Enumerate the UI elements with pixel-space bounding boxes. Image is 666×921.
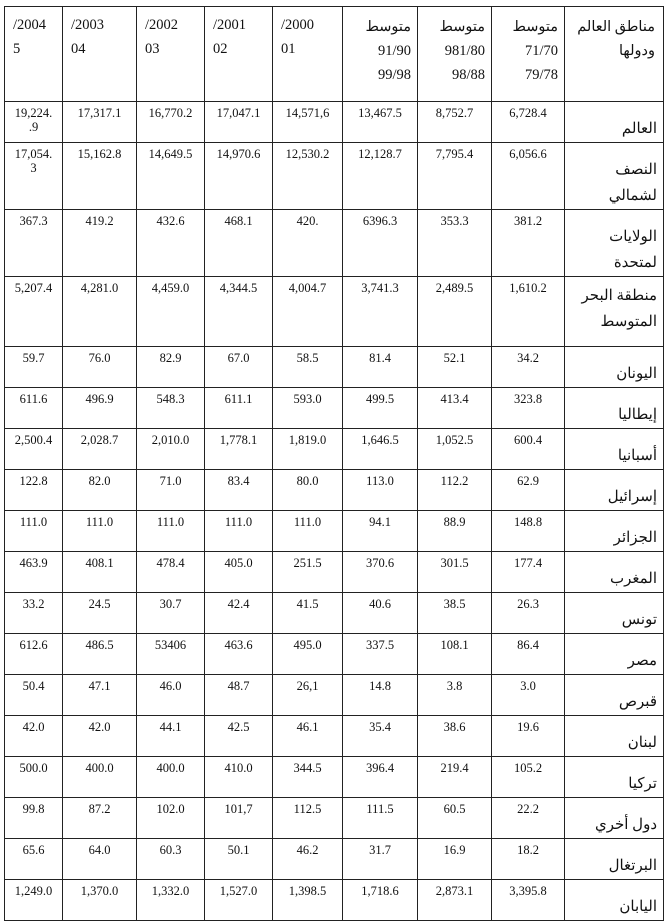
value-cell: 34.2 bbox=[492, 347, 565, 388]
value-cell: 17,317.1 bbox=[63, 102, 137, 143]
value-cell: 111.0 bbox=[137, 511, 205, 552]
header-row bbox=[5, 7, 664, 102]
region-cell: منطقة البحر المتوسط bbox=[565, 277, 664, 347]
value-cell: 31.7 bbox=[343, 839, 418, 880]
value-cell: 413.4 bbox=[418, 388, 492, 429]
value-cell: 53406 bbox=[137, 634, 205, 675]
value-cell: 14.8 bbox=[343, 675, 418, 716]
value-cell: 496.9 bbox=[63, 388, 137, 429]
region-cell: مصر bbox=[565, 634, 664, 675]
region-cell: تركيا bbox=[565, 757, 664, 798]
value-cell: 463.9 bbox=[5, 552, 63, 593]
value-cell: 468.1 bbox=[205, 210, 273, 277]
value-cell: 24.5 bbox=[63, 593, 137, 634]
value-cell: 478.4 bbox=[137, 552, 205, 593]
value-cell: 50.1 bbox=[205, 839, 273, 880]
value-cell: 52.1 bbox=[418, 347, 492, 388]
value-cell: 82.0 bbox=[63, 470, 137, 511]
value-cell: 8,752.7 bbox=[418, 102, 492, 143]
value-cell: 46.2 bbox=[273, 839, 343, 880]
value-cell: 1,819.0 bbox=[273, 429, 343, 470]
value-cell: 62.9 bbox=[492, 470, 565, 511]
region-cell: النصف لشمالي bbox=[565, 143, 664, 210]
value-cell: 102.0 bbox=[137, 798, 205, 839]
value-cell: 337.5 bbox=[343, 634, 418, 675]
region-cell: تونس bbox=[565, 593, 664, 634]
region-cell: العالم bbox=[565, 102, 664, 143]
value-cell: 50.4 bbox=[5, 675, 63, 716]
table-row bbox=[5, 429, 664, 470]
header-cell: مناطق العالم ودولها bbox=[565, 7, 664, 102]
value-cell: 26,1 bbox=[273, 675, 343, 716]
value-cell: 111.0 bbox=[63, 511, 137, 552]
value-cell: 59.7 bbox=[5, 347, 63, 388]
value-cell: 14,970.6 bbox=[205, 143, 273, 210]
value-cell: 112.5 bbox=[273, 798, 343, 839]
value-cell: 4,459.0 bbox=[137, 277, 205, 347]
value-cell: 400.0 bbox=[137, 757, 205, 798]
value-cell: 87.2 bbox=[63, 798, 137, 839]
region-cell: المغرب bbox=[565, 552, 664, 593]
region-cell: أسبانيا bbox=[565, 429, 664, 470]
value-cell: 47.1 bbox=[63, 675, 137, 716]
value-cell: 17,054. 3 bbox=[5, 143, 63, 210]
value-cell: 42.0 bbox=[5, 716, 63, 757]
value-cell: 64.0 bbox=[63, 839, 137, 880]
region-cell: اليونان bbox=[565, 347, 664, 388]
value-cell: 4,344.5 bbox=[205, 277, 273, 347]
value-cell: 42.4 bbox=[205, 593, 273, 634]
table-row bbox=[5, 277, 664, 347]
value-cell: 3,741.3 bbox=[343, 277, 418, 347]
table-row bbox=[5, 102, 664, 143]
region-cell: اليابان bbox=[565, 880, 664, 921]
value-cell: 3.0 bbox=[492, 675, 565, 716]
value-cell: 593.0 bbox=[273, 388, 343, 429]
value-cell: 367.3 bbox=[5, 210, 63, 277]
value-cell: 44.1 bbox=[137, 716, 205, 757]
value-cell: 71.0 bbox=[137, 470, 205, 511]
value-cell: 105.2 bbox=[492, 757, 565, 798]
table-row bbox=[5, 880, 664, 921]
value-cell: 14,649.5 bbox=[137, 143, 205, 210]
value-cell: 113.0 bbox=[343, 470, 418, 511]
value-cell: 108.1 bbox=[418, 634, 492, 675]
table-row bbox=[5, 388, 664, 429]
value-cell: 1,718.6 bbox=[343, 880, 418, 921]
value-cell: 612.6 bbox=[5, 634, 63, 675]
value-cell: 12,128.7 bbox=[343, 143, 418, 210]
region-cell: قبرص bbox=[565, 675, 664, 716]
value-cell: 12,530.2 bbox=[273, 143, 343, 210]
value-cell: 499.5 bbox=[343, 388, 418, 429]
value-cell: 46.1 bbox=[273, 716, 343, 757]
value-cell: 80.0 bbox=[273, 470, 343, 511]
table-row bbox=[5, 675, 664, 716]
value-cell: 67.0 bbox=[205, 347, 273, 388]
value-cell: 65.6 bbox=[5, 839, 63, 880]
value-cell: 1,249.0 bbox=[5, 880, 63, 921]
table-row bbox=[5, 143, 664, 210]
table-body bbox=[5, 102, 664, 921]
value-cell: 38.5 bbox=[418, 593, 492, 634]
region-cell: دول أخري bbox=[565, 798, 664, 839]
value-cell: 2,010.0 bbox=[137, 429, 205, 470]
header-cell: /2001 02 bbox=[205, 7, 273, 102]
value-cell: 16,770.2 bbox=[137, 102, 205, 143]
header-cell: /2000 01 bbox=[273, 7, 343, 102]
value-cell: 26.3 bbox=[492, 593, 565, 634]
value-cell: 22.2 bbox=[492, 798, 565, 839]
data-table bbox=[4, 6, 664, 921]
value-cell: 396.4 bbox=[343, 757, 418, 798]
value-cell: 400.0 bbox=[63, 757, 137, 798]
value-cell: 14,571,6 bbox=[273, 102, 343, 143]
value-cell: 82.9 bbox=[137, 347, 205, 388]
value-cell: 600.4 bbox=[492, 429, 565, 470]
region-cell: إسرائيل bbox=[565, 470, 664, 511]
value-cell: 148.8 bbox=[492, 511, 565, 552]
value-cell: 46.0 bbox=[137, 675, 205, 716]
header-cell: متوسط 91/90 99/98 bbox=[343, 7, 418, 102]
table-row bbox=[5, 470, 664, 511]
header-cell: /2002 03 bbox=[137, 7, 205, 102]
value-cell: 4,281.0 bbox=[63, 277, 137, 347]
table-row bbox=[5, 210, 664, 277]
value-cell: 111.0 bbox=[205, 511, 273, 552]
value-cell: 1,398.5 bbox=[273, 880, 343, 921]
table-row bbox=[5, 511, 664, 552]
value-cell: 42.0 bbox=[63, 716, 137, 757]
table-row bbox=[5, 716, 664, 757]
value-cell: 500.0 bbox=[5, 757, 63, 798]
value-cell: 111.0 bbox=[273, 511, 343, 552]
value-cell: 1,610.2 bbox=[492, 277, 565, 347]
value-cell: 76.0 bbox=[63, 347, 137, 388]
value-cell: 33.2 bbox=[5, 593, 63, 634]
value-cell: 420. bbox=[273, 210, 343, 277]
value-cell: 4,004.7 bbox=[273, 277, 343, 347]
value-cell: 177.4 bbox=[492, 552, 565, 593]
value-cell: 19,224. .9 bbox=[5, 102, 63, 143]
value-cell: 16.9 bbox=[418, 839, 492, 880]
region-cell: البرتغال bbox=[565, 839, 664, 880]
value-cell: 13,467.5 bbox=[343, 102, 418, 143]
region-cell: لبنان bbox=[565, 716, 664, 757]
value-cell: 6396.3 bbox=[343, 210, 418, 277]
table-row bbox=[5, 634, 664, 675]
value-cell: 1,778.1 bbox=[205, 429, 273, 470]
value-cell: 48.7 bbox=[205, 675, 273, 716]
value-cell: 6,728.4 bbox=[492, 102, 565, 143]
header-cell: /2003 04 bbox=[63, 7, 137, 102]
value-cell: 2,500.4 bbox=[5, 429, 63, 470]
value-cell: 17,047.1 bbox=[205, 102, 273, 143]
table-row bbox=[5, 347, 664, 388]
value-cell: 301.5 bbox=[418, 552, 492, 593]
value-cell: 2,028.7 bbox=[63, 429, 137, 470]
value-cell: 1,527.0 bbox=[205, 880, 273, 921]
table-row bbox=[5, 593, 664, 634]
value-cell: 6,056.6 bbox=[492, 143, 565, 210]
value-cell: 40.6 bbox=[343, 593, 418, 634]
value-cell: 408.1 bbox=[63, 552, 137, 593]
value-cell: 41.5 bbox=[273, 593, 343, 634]
value-cell: 1,332.0 bbox=[137, 880, 205, 921]
header-cell: متوسط 71/70 79/78 bbox=[492, 7, 565, 102]
table-row bbox=[5, 552, 664, 593]
value-cell: 2,489.5 bbox=[418, 277, 492, 347]
value-cell: 81.4 bbox=[343, 347, 418, 388]
value-cell: 611.6 bbox=[5, 388, 63, 429]
value-cell: 219.4 bbox=[418, 757, 492, 798]
value-cell: 15,162.8 bbox=[63, 143, 137, 210]
value-cell: 99.8 bbox=[5, 798, 63, 839]
value-cell: 60.3 bbox=[137, 839, 205, 880]
value-cell: 5,207.4 bbox=[5, 277, 63, 347]
value-cell: 548.3 bbox=[137, 388, 205, 429]
region-cell: الولايات لمتحدة bbox=[565, 210, 664, 277]
value-cell: 58.5 bbox=[273, 347, 343, 388]
value-cell: 344.5 bbox=[273, 757, 343, 798]
region-cell: الجزائر bbox=[565, 511, 664, 552]
value-cell: 88.9 bbox=[418, 511, 492, 552]
value-cell: 251.5 bbox=[273, 552, 343, 593]
header-cell: متوسط 981/80 98/88 bbox=[418, 7, 492, 102]
value-cell: 60.5 bbox=[418, 798, 492, 839]
value-cell: 1,370.0 bbox=[63, 880, 137, 921]
value-cell: 1,052.5 bbox=[418, 429, 492, 470]
value-cell: 86.4 bbox=[492, 634, 565, 675]
value-cell: 94.1 bbox=[343, 511, 418, 552]
value-cell: 38.6 bbox=[418, 716, 492, 757]
value-cell: 419.2 bbox=[63, 210, 137, 277]
table-row bbox=[5, 839, 664, 880]
value-cell: 495.0 bbox=[273, 634, 343, 675]
value-cell: 35.4 bbox=[343, 716, 418, 757]
value-cell: 122.8 bbox=[5, 470, 63, 511]
value-cell: 18.2 bbox=[492, 839, 565, 880]
value-cell: 112.2 bbox=[418, 470, 492, 511]
value-cell: 353.3 bbox=[418, 210, 492, 277]
value-cell: 83.4 bbox=[205, 470, 273, 511]
value-cell: 19.6 bbox=[492, 716, 565, 757]
region-cell: إيطاليا bbox=[565, 388, 664, 429]
value-cell: 410.0 bbox=[205, 757, 273, 798]
value-cell: 30.7 bbox=[137, 593, 205, 634]
value-cell: 2,873.1 bbox=[418, 880, 492, 921]
value-cell: 370.6 bbox=[343, 552, 418, 593]
value-cell: 101,7 bbox=[205, 798, 273, 839]
value-cell: 111.0 bbox=[5, 511, 63, 552]
header-cell: /2004 5 bbox=[5, 7, 63, 102]
value-cell: 7,795.4 bbox=[418, 143, 492, 210]
value-cell: 323.8 bbox=[492, 388, 565, 429]
value-cell: 405.0 bbox=[205, 552, 273, 593]
value-cell: 486.5 bbox=[63, 634, 137, 675]
value-cell: 381.2 bbox=[492, 210, 565, 277]
table-row bbox=[5, 757, 664, 798]
value-cell: 3,395.8 bbox=[492, 880, 565, 921]
value-cell: 463.6 bbox=[205, 634, 273, 675]
value-cell: 1,646.5 bbox=[343, 429, 418, 470]
value-cell: 42.5 bbox=[205, 716, 273, 757]
value-cell: 432.6 bbox=[137, 210, 205, 277]
value-cell: 611.1 bbox=[205, 388, 273, 429]
table-row bbox=[5, 798, 664, 839]
value-cell: 3.8 bbox=[418, 675, 492, 716]
value-cell: 111.5 bbox=[343, 798, 418, 839]
